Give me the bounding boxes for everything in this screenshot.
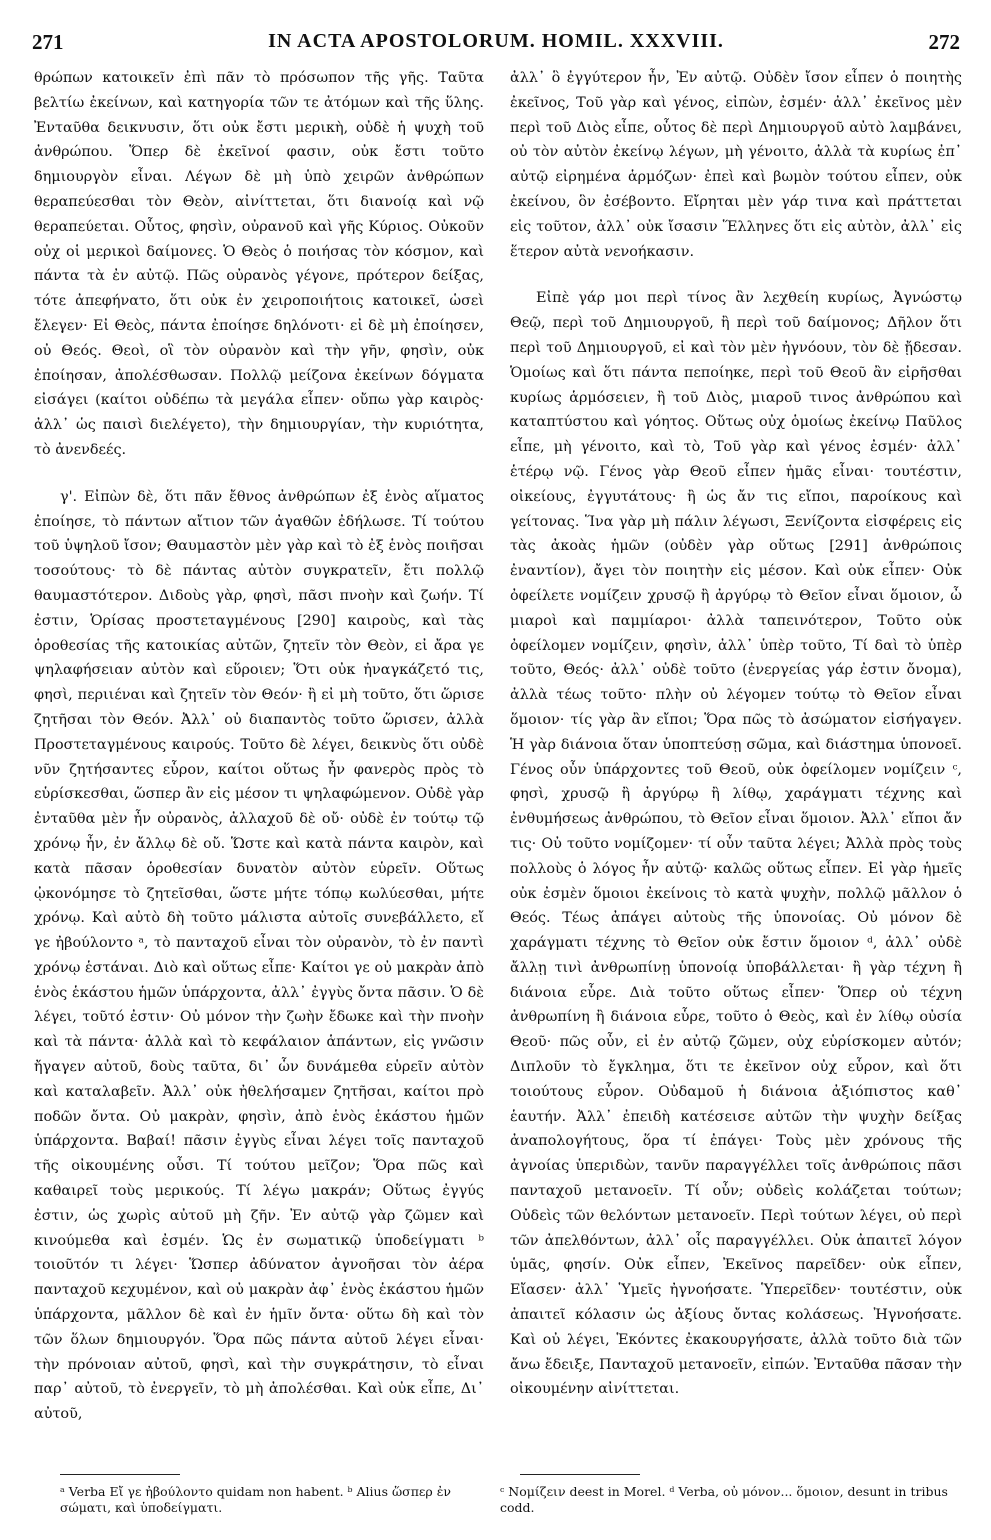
left-paragraph-2: γ'. Εἰπὼν δὲ, ὅτι πᾶν ἔθνος ἀνθρώπων ἐξ ἑνὸς αἵματος ἐποίησε, τὸ πάντων αἴτιον τῶν ἀγαθῶν ἐδήλωσε. Τί τούτου τοῦ ὑψηλοῦ ἴσον; Θαυμαστὸν μὲν γὰρ καὶ τὸ ἐξ ἑνὸς ποιῆσαι τοσούτους· τὸ δὲ πάντας αὐτὸν συγκρατεῖν, ἔτι πολλῷ θαυμαστότερον. Διδοὺς γὰρ, φησὶ, πᾶσι πνοὴν καὶ ζωήν. Τί ἐστιν, Ὁρίσας προστεταγμένους [290] καιροὺς, καὶ τὰς ὁροθεσίας τῆς κατοικίας αὐτῶν, ζητεῖν τὸν Θεὸν, εἰ ἄρα γε ψηλαφήσειαν αὐτὸν καὶ εὕροιεν; Ὅτι οὐκ ἠναγκάζετό τις, φησὶ, περιιέναι καὶ ζητεῖν τὸν Θεόν· ἢ εἰ μὴ τοῦτο, ὅτι ὥρισε ζητῆσαι τὸν Θεόν. Ἀλλ᾽ οὐ διαπαντὸς τοῦτο ὥρισεν, ἀλλὰ Προστεταγμένους καιρούς. Τοῦτο δὲ λέγει, δεικνὺς ὅτι οὐδὲ νῦν ζητήσαντες εὗρον, καίτοι οὕτως ἦν φανερὸς πρὸς τὸ εὑρίσκεσθαι, ὥσπερ ἂν εἰς μέσον τι ψηλαφώμενον. Οὐδὲ γὰρ ἐνταῦθα μὲν ἦν οὐρανὸς, ἀλλαχοῦ δὲ οὔ· οὐδὲ ἐν τούτῳ τῷ χρόνῳ ἦν, ἐν ἄλλῳ δὲ οὔ. Ὥστε καὶ κατὰ πάντα καιρὸν, καὶ κατὰ πᾶσαν ὁροθεσίαν δυνατὸν αὐτὸν εὑρεῖν. Οὕτως ᾠκονόμησε τὸ ζητεῖσθαι, ὥστε μήτε τόπῳ κωλύεσθαι, μήτε χρόνῳ. Καὶ αὐτὸ δὴ τοῦτο μάλιστα αὐτοῖς συνεβάλλετο, εἴ γε ἠβούλοντο ᵃ, τὸ πανταχοῦ εἶναι τὸν οὐρανὸν, τὸ ἐν παντὶ χρόνῳ ἑστάναι. Διὸ καὶ οὕτως εἶπε· Καίτοι γε οὐ μακρὰν ἀπὸ ἑνὸς ἑκάστου ἡμῶν ὑπάρχοντα, ἀλλ᾽ ἐγγὺς ὄντα πᾶσιν. Ὁ δὲ λέγει, τοῦτό ἐστιν· Οὐ μόνον τὴν ζωὴν ἔδωκε καὶ τὴν πνοὴν καὶ τὰ πάντα· ἀλλὰ καὶ τὸ κεφάλαιον ἁπάντων, εἰς γνῶσιν ἤγαγεν αὐτοῦ, δοὺς ταῦτα, δι᾽ ὧν δυνάμεθα εὑρεῖν αὐτὸν καὶ καταλαβεῖν. Ἀλλ᾽ οὐκ ἠθελήσαμεν ζητῆσαι, καίτοι πρὸ ποδῶν ὄντα. Οὐ μακρὰν, φησὶν, ἀπὸ ἑνὸς ἑκάστου ἡμῶν ὑπάρχοντα. Βαβαί! πᾶσιν ἐγγὺς εἶναι λέγει τοῖς πανταχοῦ τῆς οἰκουμένης οὖσι. Τί τούτου μεῖζον; Ὅρα πῶς καὶ καθαιρεῖ τοὺς μερικούς. Τί λέγω μακράν; Οὕτως ἐγγύς ἐστιν, ὡς χωρὶς αὐτοῦ μὴ ζῆν. Ἐν αὐτῷ γὰρ ζῶμεν καὶ κινούμεθα καὶ ἐσμέν. Ὡς ἐν σωματικῷ ὑποδείγματι ᵇ τοιοῦτόν τι λέγει· Ὥσπερ ἀδύνατον ἀγνοῆσαι τὸν ἀέρα πανταχοῦ κεχυμένον, καὶ οὐ μακρὰν ἀφ᾽ ἑνὸς ἑκάστου ἡμῶν ὑπάρχοντα, μᾶλλον δὲ καὶ ἐν ἡμῖν ὄντα· οὕτω δὴ καὶ τὸν τῶν ὅλων δημιουργόν. Ὅρα πῶς πάντα αὐτοῦ λέγει εἶναι· τὴν πρόνοιαν αὐτοῦ, φησὶ, καὶ τὴν συγκράτησιν, τὸ εἶναι παρ᾽ αὐτοῦ, τὸ ἐνεργεῖν, τὸ μὴ ἀπολέσθαι. Καὶ οὐκ εἶπε, Δι᾽ αὐτοῦ, xyxy=(34,488,484,1423)
left-paragraph-1: θρώπων κατοικεῖν ἐπὶ πᾶν τὸ πρόσωπον τῆς γῆς. Ταῦτα βελτίω ἐκείνων, καὶ κατηγορία τῶν τε ἀτόμων καὶ τῆς ὕλης. Ἐνταῦθα δεικνυσιν, ὅτι οὐκ ἔστι μερικὴ, οὐδὲ ἡ ψυχὴ τοῦ ἀνθρώπου. Ὅπερ δὲ ἐκεῖνοί φασιν, οὐκ ἔστι τοῦτο δημιουργὸν εἶναι. Λέγων δὲ μὴ ὑπὸ χειρῶν ἀνθρώπων θεραπεύεσθαι τὸν Θεὸν, αἰνίττεται, ὅτι διανοίᾳ καὶ νῷ θεραπεύεται. Οὗτος, φησὶν, οὐρανοῦ καὶ γῆς Κύριος. Οὐκοῦν οὐχ οἱ μερικοὶ δαίμονες. Ὁ Θεὸς ὁ ποιήσας τὸν κόσμον, καὶ πάντα τὰ ἐν αὐτῷ. Πῶς οὐρανὸς γέγονε, πρότερον δείξας, τότε ἀπεφήνατο, ὅτι οὐκ ἐν χειροποιήτοις κατοικεῖ, ὡσεὶ ἔλεγεν· Εἰ Θεὸς, πάντα ἐποίησε δηλόνοτι· εἰ δὲ μὴ ἐποίησεν, οὐ Θεός. Θεοὶ, οἳ τὸν οὐρανὸν καὶ τὴν γῆν, φησὶν, οὐκ ἐποίησαν, ἀπολέσθωσαν. Πολλῷ μείζονα ἐκείνων δόγματα εἰσάγει (καίτοι οὐδέπω τὰ μεγάλα εἶπεν· οὔπω γὰρ καιρὸς· ἀλλ᾽ ὡς παισὶ διελέγετο), τὴν δημιουργίαν, τὴν κυριότητα, τὸ ἀνενδεές. xyxy=(34,70,484,458)
left-column xyxy=(34,66,484,1427)
footnote-rule-right xyxy=(520,1474,640,1475)
page-header xyxy=(32,26,960,56)
footnote-rule-left xyxy=(60,1474,180,1475)
right-column xyxy=(510,66,962,1402)
running-title: IN ACTA APOSTOLORUM. HOMIL. XXXVIII. xyxy=(268,30,724,52)
page-number-right: 272 xyxy=(928,30,960,54)
footnote-right: ᶜ Νομίζειν deest in Morel. ᵈ Verba, οὐ μόνον... ὅμοιον, desunt in tribus codd. xyxy=(500,1484,948,1515)
right-paragraph-1: ἀλλ᾽ ὃ ἐγγύτερον ἦν, Ἐν αὐτῷ. Οὐδὲν ἴσον εἶπεν ὁ ποιητὴς ἐκεῖνος, Τοῦ γὰρ καὶ γένος, εἰπὼν, ἐσμέν· ἀλλ᾽ ἐκεῖνος μὲν περὶ τοῦ Διὸς εἶπε, οὗτος δὲ περὶ Δημιουργοῦ αὐτὸ λαμβάνει, οὐ τὸν αὐτὸν ἐκείνῳ λέγων, μὴ γένοιτο, ἀλλὰ τὰ κυρίως ἐπ᾽ αὐτῷ εἰρημένα ἁρμόζων· ἐπεὶ καὶ βωμὸν τούτου εἶπεν, οὐκ ἐκείνου, ὃν ἐσέβοντο. Εἴρηται μὲν γάρ τινα καὶ πράττεται εἰς τοῦτον, ἀλλ᾽ οὐκ ἴσασιν Ἕλληνες ὅτι εἰς αὐτὸν, ἀλλ᾽ εἰς ἕτερον αὐτὰ νενοήκασιν. xyxy=(510,70,962,260)
right-paragraph-2: Εἰπὲ γάρ μοι περὶ τίνος ἂν λεχθείη κυρίως, Ἀγνώστῳ Θεῷ, περὶ τοῦ Δημιουργοῦ, ἢ περὶ τοῦ δαίμονος; Δῆλον ὅτι περὶ τοῦ Δημιουργοῦ, εἰ καὶ τὸν μὲν ἠγνόουν, τὸν δὲ ᾔδεσαν. Ὁμοίως καὶ ὅτι πάντα πεποίηκε, περὶ τοῦ Θεοῦ ἂν εἰρῆσθαι κυρίως ἁρμόσειεν, ἢ τοῦ Διὸς, μιαροῦ τινος ἀνθρώπου καὶ καταπτύστου καὶ γόητος. Οὕτως οὐχ ὁμοίως ἐκείνῳ Παῦλος εἶπε, μὴ γένοιτο, καὶ τὸ, Τοῦ γὰρ καὶ γένος ἐσμέν· ἀλλ᾽ ἑτέρῳ νῷ. Γένος γὰρ Θεοῦ εἶπεν ἡμᾶς εἶναι· τουτέστιν, οἰκείους, ἐγγυτάτους· ἢ ὡς ἄν τις εἴποι, παροίκους καὶ γείτονας. Ἵνα γὰρ μὴ πάλιν λέγωσι, Ξενίζοντα εἰσφέρεις εἰς τὰς ἀκοὰς ἡμῶν (οὐδὲν γὰρ οὕτως [291] ἀνθρώποις ἐναντίον), ἄγει τὸν ποιητὴν εἰς μέσον. Καὶ οὐκ εἶπεν· Οὐκ ὀφείλετε νομίζειν χρυσῷ ἢ ἀργύρῳ τὸ Θεῖον εἶναι ὅμοιον, ὦ μιαροὶ καὶ παμμίαροι· ἀλλὰ ταπεινότερον, Τοῦτο οὐκ ὀφείλομεν νομίζειν, φησὶν, ἀλλ᾽ ὑπὲρ τοῦτο, Τί δαὶ τὸ ὑπὲρ τοῦτο, Θεός· ἀλλ᾽ οὐδὲ τοῦτο (ἐνεργείας γάρ ἐστιν ὄνομα), ἀλλὰ τέως τοῦτο· πλὴν οὐ λέγομεν τούτῳ τὸ Θεῖον εἶναι ὅμοιον· τίς γὰρ ἂν εἴποι; Ὅρα πῶς τὸ ἀσώματον εἰσήγαγεν. Ἡ γὰρ διάνοια ὅταν ὑποπτεύσῃ σῶμα, καὶ διάστημα ὑπονοεῖ. Γένος οὖν ὑπάρχοντες τοῦ Θεοῦ, οὐκ ὀφείλομεν νομίζειν ᶜ, φησὶ, χρυσῷ ἢ ἀργύρῳ ἢ λίθῳ, χαράγματι τέχνης καὶ ἐνθυμήσεως ἀνθρώπου, τὸ Θεῖον εἶναι ὅμοιον. Ἀλλ᾽ εἴποι ἄν τις· Οὐ τοῦτο νομίζομεν· τί οὖν ταῦτα λέγει; Ἀλλὰ πρὸς τοὺς πολλοὺς ὁ λόγος ἦν αὐτῷ· καλῶς οὕτως εἶπεν. Εἰ γὰρ ἡμεῖς οὐκ ἐσμὲν ὅμοιοι ἐκείνοις τὸ κατὰ ψυχὴν, πολλῷ μᾶλλον ὁ Θεός. Τέως ἀπάγει αὐτοὺς τῆς ὑπονοίας. Οὐ μόνον δὲ χαράγματι τέχνης τὸ Θεῖον οὐκ ἔστιν ὅμοιον ᵈ, ἀλλ᾽ οὐδὲ ἄλλῃ τινὶ ἀνθρωπίνῃ ὑπονοίᾳ ὑποβάλλεται· ἢ γὰρ τέχνη ἢ διάνοια εὗρε. Διὰ τοῦτο οὕτως εἶπεν· Ὅπερ οὐ τέχνη ἀνθρωπίνη ἢ διάνοια εὗρε, τοῦτο ὁ Θεὸς, καὶ ἐν λίθῳ οὐσία Θεοῦ· πῶς οὖν, εἰ ἐν αὐτῷ ζῶμεν, οὐχ εὑρίσκομεν αὐτόν; Διπλοῦν τὸ ἔγκλημα, ὅτι τε ἐκεῖνον οὐχ εὗρον, καὶ ὅτι τοιούτους εὗρον. Οὐδαμοῦ ἡ διάνοια ἀξιόπιστος καθ᾽ ἑαυτήν. Ἀλλ᾽ ἐπειδὴ κατέσεισε αὐτῶν τὴν ψυχὴν δείξας ἀναπολογήτους, ὅρα τί ἐπάγει· Τοὺς μὲν χρόνους τῆς ἀγνοίας ὑπεριδὼν, τανῦν παραγγέλλει τοῖς ἀνθρώποις πᾶσι πανταχοῦ μετανοεῖν. Τί οὖν; οὐδεὶς κολάζεται τούτων; Οὐδεὶς τῶν θελόντων μετανοεῖν. Περὶ τούτων λέγει, οὐ περὶ τῶν ἀπελθόντων, ἀλλ᾽ οἷς παραγγέλλει. Οὐκ ἀπαιτεῖ λόγον ὑμᾶς, φησίν. Οὐκ εἶπεν, Ἐκεῖνος παρεῖδεν· οὐκ εἶπεν, Εἴασεν· ἀλλ᾽ Ὑμεῖς ἠγνοήσατε. Ὑπερεῖδεν· τουτέστιν, οὐκ ἀπαιτεῖ κόλασιν ὡς ἀξίους ὄντας κολάσεως. Ἠγνοήσατε. Καὶ οὐ λέγει, Ἑκόντες ἐκακουργήσατε, ἀλλὰ τοῦτο διὰ τῶν ἄνω ἔδειξε, Πανταχοῦ μετανοεῖν, εἰπών. Ἐνταῦθα πᾶσαν τὴν οἰκουμένην αἰνίττεται. xyxy=(510,290,962,1398)
footnote-left: ᵃ Verba Εἴ γε ἠβούλοντο quidam non habent. ᵇ Alius ὥσπερ ἐν σώματι, καὶ ὑποδείγματι. xyxy=(60,1484,452,1515)
page-number-left: 271 xyxy=(32,30,64,54)
